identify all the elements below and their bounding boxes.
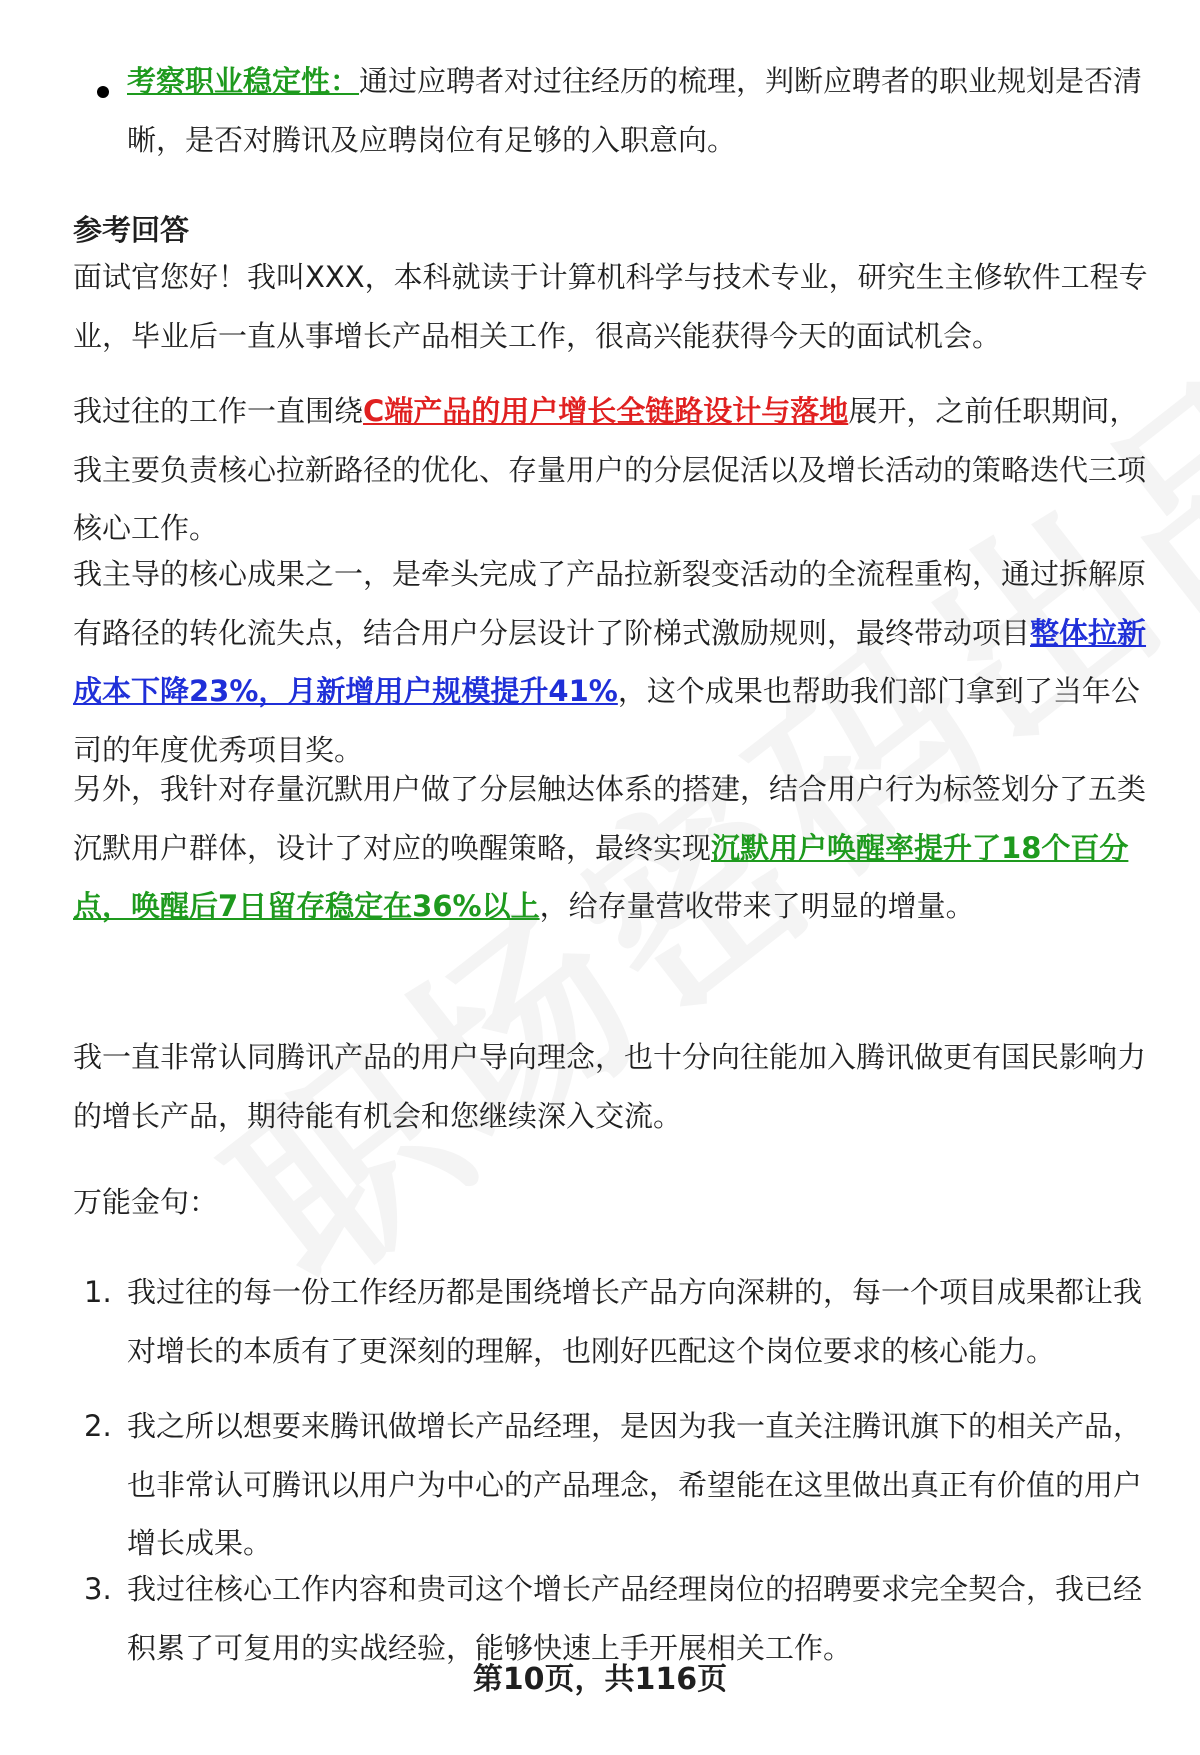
paragraph-achievement-1 xyxy=(73,545,1163,779)
list-item-number: 2. xyxy=(84,1409,112,1443)
paragraph-achievement-2 xyxy=(73,760,1163,936)
list-item: 我之所以想要来腾讯做增长产品经理，是因为我一直关注腾讯旗下的相关产品，也非常认可腾讯以用户为中心的产品理念，希望能在这里做出真正有价值的用户增长成果。 xyxy=(127,1409,1143,1560)
bullet-text: 通过应聘者对过往经历的梳理，判断应聘者的职业规划是否清晰，是否对腾讯及应聘岗位有足够的入职意向。 xyxy=(127,64,1143,157)
p4-before: 另外，我针对存量沉默用户做了分层触达体系的搭建，结合用户行为标签划分了五类沉默用户群体，设计了对应的唤醒策略，最终实现 xyxy=(73,772,1147,865)
p2-after: 展开，之前任职期间，我主要负责核心拉新路径的优化、存量用户的分层促活以及增长活动的策略迭代三项核心工作。 xyxy=(73,394,1147,545)
golden-sentences-label: 万能金句： xyxy=(73,1185,219,1219)
paragraph-work-focus xyxy=(73,382,1163,558)
bullet-item xyxy=(127,52,1157,169)
p2-highlight: C端产品的用户增长全链路设计与落地 xyxy=(363,394,849,428)
page-number-footer: 第10页，共116页 xyxy=(472,1662,728,1697)
intro-paragraph: 面试官您好！我叫XXX，本科就读于计算机科学与技术专业，研究生主修软件工程专业，毕业后一直从事增长产品相关工作，很高兴能获得今天的面试机会。 xyxy=(73,260,1148,353)
p2-before: 我过往的工作一直围绕 xyxy=(73,394,364,428)
section-heading: 参考回答 xyxy=(73,213,190,247)
list-item-number: 3. xyxy=(84,1572,112,1606)
list-item-number: 1. xyxy=(84,1275,112,1309)
p4-highlight: 沉默用户唤醒率提升了18个百分点，唤醒后7日留存稳定在36%以上 xyxy=(73,830,1129,923)
p3-before: 我主导的核心成果之一，是牵头完成了产品拉新裂变活动的全流程重构，通过拆解原有路径的转化流失点，结合用户分层设计了阶梯式激励规则，最终带动项目 xyxy=(73,557,1147,650)
list-item: 我过往核心工作内容和贵司这个增长产品经理岗位的招聘要求完全契合，我已经积累了可复用的实战经验，能够快速上手开展相关工作。 xyxy=(127,1572,1143,1665)
bullet-label: 考察职业稳定性： xyxy=(127,64,360,98)
paragraph-closing: 我一直非常认同腾讯产品的用户导向理念，也十分向往能加入腾讯做更有国民影响力的增长产品，期待能有机会和您继续深入交流。 xyxy=(73,1040,1147,1133)
list-item: 我过往的每一份工作经历都是围绕增长产品方向深耕的，每一个项目成果都让我对增长的本质有了更深刻的理解，也刚好匹配这个岗位要求的核心能力。 xyxy=(127,1275,1143,1368)
bullet-dot-icon xyxy=(97,86,109,98)
p3-highlight: 整体拉新成本下降23%，月新增用户规模提升41% xyxy=(73,615,1147,708)
p3-after: ，这个成果也帮助我们部门拿到了当年公司的年度优秀项目奖。 xyxy=(73,674,1140,767)
p4-after: ，给存量营收带来了明显的增量。 xyxy=(539,889,975,923)
